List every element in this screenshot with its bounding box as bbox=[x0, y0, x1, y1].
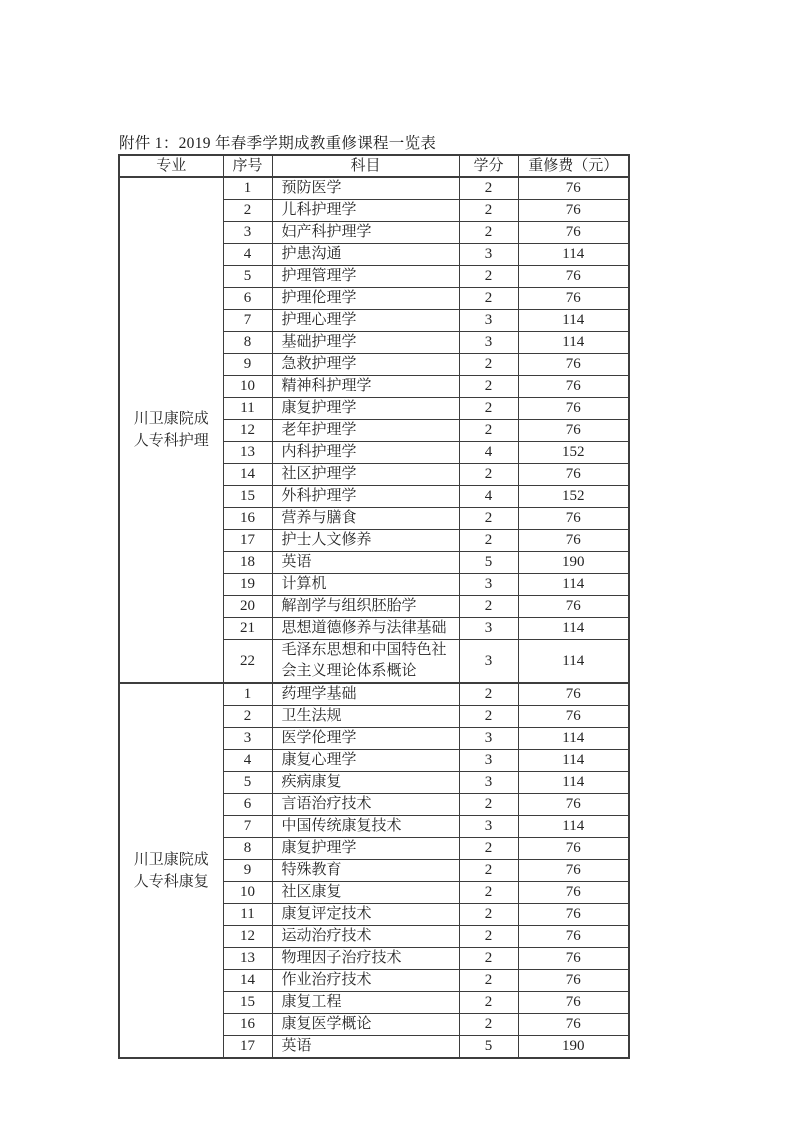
subject-cell: 护患沟通 bbox=[272, 244, 459, 266]
subject-cell: 妇产科护理学 bbox=[272, 222, 459, 244]
credits-cell: 2 bbox=[459, 860, 518, 882]
number-cell: 15 bbox=[223, 486, 272, 508]
number-cell: 14 bbox=[223, 970, 272, 992]
credits-cell: 2 bbox=[459, 288, 518, 310]
fee-cell: 76 bbox=[518, 288, 629, 310]
credits-cell: 3 bbox=[459, 618, 518, 640]
table-row bbox=[119, 683, 629, 706]
fee-cell: 76 bbox=[518, 882, 629, 904]
subject-cell: 毛泽东思想和中国特色社会主义理论体系概论 bbox=[272, 640, 459, 684]
number-cell: 6 bbox=[223, 288, 272, 310]
column-header-credits: 学分 bbox=[459, 155, 518, 177]
number-cell: 7 bbox=[223, 310, 272, 332]
number-cell: 2 bbox=[223, 706, 272, 728]
fee-cell: 76 bbox=[518, 683, 629, 706]
number-cell: 2 bbox=[223, 200, 272, 222]
number-cell: 16 bbox=[223, 1014, 272, 1036]
number-cell: 22 bbox=[223, 640, 272, 684]
subject-cell: 解剖学与组织胚胎学 bbox=[272, 596, 459, 618]
number-cell: 17 bbox=[223, 1036, 272, 1059]
fee-cell: 114 bbox=[518, 332, 629, 354]
number-cell: 10 bbox=[223, 882, 272, 904]
subject-cell: 急救护理学 bbox=[272, 354, 459, 376]
number-cell: 21 bbox=[223, 618, 272, 640]
number-cell: 19 bbox=[223, 574, 272, 596]
credits-cell: 4 bbox=[459, 486, 518, 508]
subject-cell: 内科护理学 bbox=[272, 442, 459, 464]
credits-cell: 2 bbox=[459, 904, 518, 926]
fee-cell: 76 bbox=[518, 508, 629, 530]
credits-cell: 2 bbox=[459, 354, 518, 376]
credits-cell: 2 bbox=[459, 464, 518, 486]
fee-cell: 114 bbox=[518, 750, 629, 772]
major-label: 川卫康院成人专科康复 bbox=[133, 851, 209, 890]
credits-cell: 2 bbox=[459, 926, 518, 948]
number-cell: 8 bbox=[223, 838, 272, 860]
subject-cell: 精神科护理学 bbox=[272, 376, 459, 398]
credits-cell: 3 bbox=[459, 574, 518, 596]
fee-cell: 76 bbox=[518, 596, 629, 618]
subject-cell: 运动治疗技术 bbox=[272, 926, 459, 948]
subject-cell: 作业治疗技术 bbox=[272, 970, 459, 992]
credits-cell: 2 bbox=[459, 177, 518, 200]
column-header-fee: 重修费（元） bbox=[518, 155, 629, 177]
fee-cell: 76 bbox=[518, 992, 629, 1014]
fee-cell: 76 bbox=[518, 860, 629, 882]
credits-cell: 3 bbox=[459, 244, 518, 266]
fee-cell: 114 bbox=[518, 310, 629, 332]
fee-cell: 76 bbox=[518, 376, 629, 398]
subject-cell: 护理心理学 bbox=[272, 310, 459, 332]
credits-cell: 2 bbox=[459, 882, 518, 904]
subject-cell: 护理伦理学 bbox=[272, 288, 459, 310]
subject-cell: 基础护理学 bbox=[272, 332, 459, 354]
fee-cell: 76 bbox=[518, 266, 629, 288]
subject-cell: 儿科护理学 bbox=[272, 200, 459, 222]
subject-cell: 药理学基础 bbox=[272, 683, 459, 706]
subject-cell: 英语 bbox=[272, 552, 459, 574]
fee-cell: 76 bbox=[518, 177, 629, 200]
number-cell: 3 bbox=[223, 222, 272, 244]
credits-cell: 2 bbox=[459, 266, 518, 288]
credits-cell: 5 bbox=[459, 1036, 518, 1059]
fee-cell: 76 bbox=[518, 904, 629, 926]
subject-cell: 护士人文修养 bbox=[272, 530, 459, 552]
subject-cell: 社区康复 bbox=[272, 882, 459, 904]
subject-cell: 预防医学 bbox=[272, 177, 459, 200]
subject-cell: 特殊教育 bbox=[272, 860, 459, 882]
credits-cell: 3 bbox=[459, 728, 518, 750]
fee-cell: 114 bbox=[518, 640, 629, 684]
fee-cell: 152 bbox=[518, 486, 629, 508]
subject-cell: 康复医学概论 bbox=[272, 1014, 459, 1036]
number-cell: 8 bbox=[223, 332, 272, 354]
major-cell bbox=[119, 683, 223, 1058]
number-cell: 18 bbox=[223, 552, 272, 574]
credits-cell: 2 bbox=[459, 838, 518, 860]
number-cell: 15 bbox=[223, 992, 272, 1014]
number-cell: 13 bbox=[223, 948, 272, 970]
subject-cell: 康复心理学 bbox=[272, 750, 459, 772]
fee-cell: 76 bbox=[518, 464, 629, 486]
fee-cell: 190 bbox=[518, 552, 629, 574]
column-header-subject: 科目 bbox=[272, 155, 459, 177]
subject-cell: 物理因子治疗技术 bbox=[272, 948, 459, 970]
subject-cell: 医学伦理学 bbox=[272, 728, 459, 750]
credits-cell: 3 bbox=[459, 750, 518, 772]
credits-cell: 2 bbox=[459, 992, 518, 1014]
column-header-number: 序号 bbox=[223, 155, 272, 177]
page-title: 附件 1：2019 年春季学期成教重修课程一览表 bbox=[119, 135, 437, 152]
credits-cell: 2 bbox=[459, 530, 518, 552]
column-header-major: 专业 bbox=[119, 155, 223, 177]
credits-cell: 3 bbox=[459, 816, 518, 838]
number-cell: 4 bbox=[223, 750, 272, 772]
fee-cell: 76 bbox=[518, 420, 629, 442]
course-table bbox=[118, 154, 630, 1059]
subject-cell: 言语治疗技术 bbox=[272, 794, 459, 816]
credits-cell: 2 bbox=[459, 706, 518, 728]
header-row bbox=[119, 155, 629, 177]
credits-cell: 2 bbox=[459, 420, 518, 442]
number-cell: 14 bbox=[223, 464, 272, 486]
number-cell: 12 bbox=[223, 420, 272, 442]
subject-cell: 社区护理学 bbox=[272, 464, 459, 486]
fee-cell: 76 bbox=[518, 838, 629, 860]
number-cell: 5 bbox=[223, 772, 272, 794]
number-cell: 12 bbox=[223, 926, 272, 948]
number-cell: 7 bbox=[223, 816, 272, 838]
number-cell: 4 bbox=[223, 244, 272, 266]
number-cell: 1 bbox=[223, 683, 272, 706]
credits-cell: 4 bbox=[459, 442, 518, 464]
subject-cell: 中国传统康复技术 bbox=[272, 816, 459, 838]
subject-cell: 护理管理学 bbox=[272, 266, 459, 288]
subject-cell: 康复工程 bbox=[272, 992, 459, 1014]
credits-cell: 3 bbox=[459, 640, 518, 684]
fee-cell: 114 bbox=[518, 772, 629, 794]
number-cell: 17 bbox=[223, 530, 272, 552]
subject-cell: 疾病康复 bbox=[272, 772, 459, 794]
number-cell: 10 bbox=[223, 376, 272, 398]
number-cell: 9 bbox=[223, 354, 272, 376]
fee-cell: 76 bbox=[518, 530, 629, 552]
credits-cell: 2 bbox=[459, 200, 518, 222]
subject-cell: 康复评定技术 bbox=[272, 904, 459, 926]
fee-cell: 76 bbox=[518, 970, 629, 992]
fee-cell: 152 bbox=[518, 442, 629, 464]
number-cell: 1 bbox=[223, 177, 272, 200]
subject-cell: 计算机 bbox=[272, 574, 459, 596]
fee-cell: 76 bbox=[518, 222, 629, 244]
number-cell: 9 bbox=[223, 860, 272, 882]
credits-cell: 2 bbox=[459, 376, 518, 398]
credits-cell: 2 bbox=[459, 1014, 518, 1036]
credits-cell: 2 bbox=[459, 794, 518, 816]
credits-cell: 3 bbox=[459, 772, 518, 794]
course-table-body bbox=[119, 177, 629, 1058]
fee-cell: 76 bbox=[518, 200, 629, 222]
subject-cell: 康复护理学 bbox=[272, 398, 459, 420]
number-cell: 16 bbox=[223, 508, 272, 530]
fee-cell: 114 bbox=[518, 618, 629, 640]
credits-cell: 2 bbox=[459, 683, 518, 706]
number-cell: 3 bbox=[223, 728, 272, 750]
subject-cell: 外科护理学 bbox=[272, 486, 459, 508]
number-cell: 11 bbox=[223, 904, 272, 926]
number-cell: 11 bbox=[223, 398, 272, 420]
credits-cell: 3 bbox=[459, 332, 518, 354]
credits-cell: 2 bbox=[459, 508, 518, 530]
table-row bbox=[119, 177, 629, 200]
subject-cell: 卫生法规 bbox=[272, 706, 459, 728]
subject-cell: 英语 bbox=[272, 1036, 459, 1059]
fee-cell: 76 bbox=[518, 354, 629, 376]
credits-cell: 2 bbox=[459, 948, 518, 970]
fee-cell: 190 bbox=[518, 1036, 629, 1059]
fee-cell: 114 bbox=[518, 728, 629, 750]
fee-cell: 76 bbox=[518, 706, 629, 728]
credits-cell: 2 bbox=[459, 596, 518, 618]
fee-cell: 76 bbox=[518, 926, 629, 948]
fee-cell: 114 bbox=[518, 574, 629, 596]
fee-cell: 76 bbox=[518, 794, 629, 816]
fee-cell: 76 bbox=[518, 1014, 629, 1036]
subject-cell: 营养与膳食 bbox=[272, 508, 459, 530]
major-label: 川卫康院成人专科护理 bbox=[133, 411, 209, 449]
credits-cell: 2 bbox=[459, 398, 518, 420]
subject-cell: 康复护理学 bbox=[272, 838, 459, 860]
number-cell: 13 bbox=[223, 442, 272, 464]
subject-cell: 老年护理学 bbox=[272, 420, 459, 442]
course-table-header bbox=[119, 155, 629, 177]
number-cell: 20 bbox=[223, 596, 272, 618]
credits-cell: 2 bbox=[459, 222, 518, 244]
fee-cell: 114 bbox=[518, 244, 629, 266]
major-cell bbox=[119, 177, 223, 683]
credits-cell: 5 bbox=[459, 552, 518, 574]
number-cell: 5 bbox=[223, 266, 272, 288]
credits-cell: 2 bbox=[459, 970, 518, 992]
number-cell: 6 bbox=[223, 794, 272, 816]
subject-cell: 思想道德修养与法律基础 bbox=[272, 618, 459, 640]
fee-cell: 76 bbox=[518, 948, 629, 970]
credits-cell: 3 bbox=[459, 310, 518, 332]
fee-cell: 114 bbox=[518, 816, 629, 838]
fee-cell: 76 bbox=[518, 398, 629, 420]
